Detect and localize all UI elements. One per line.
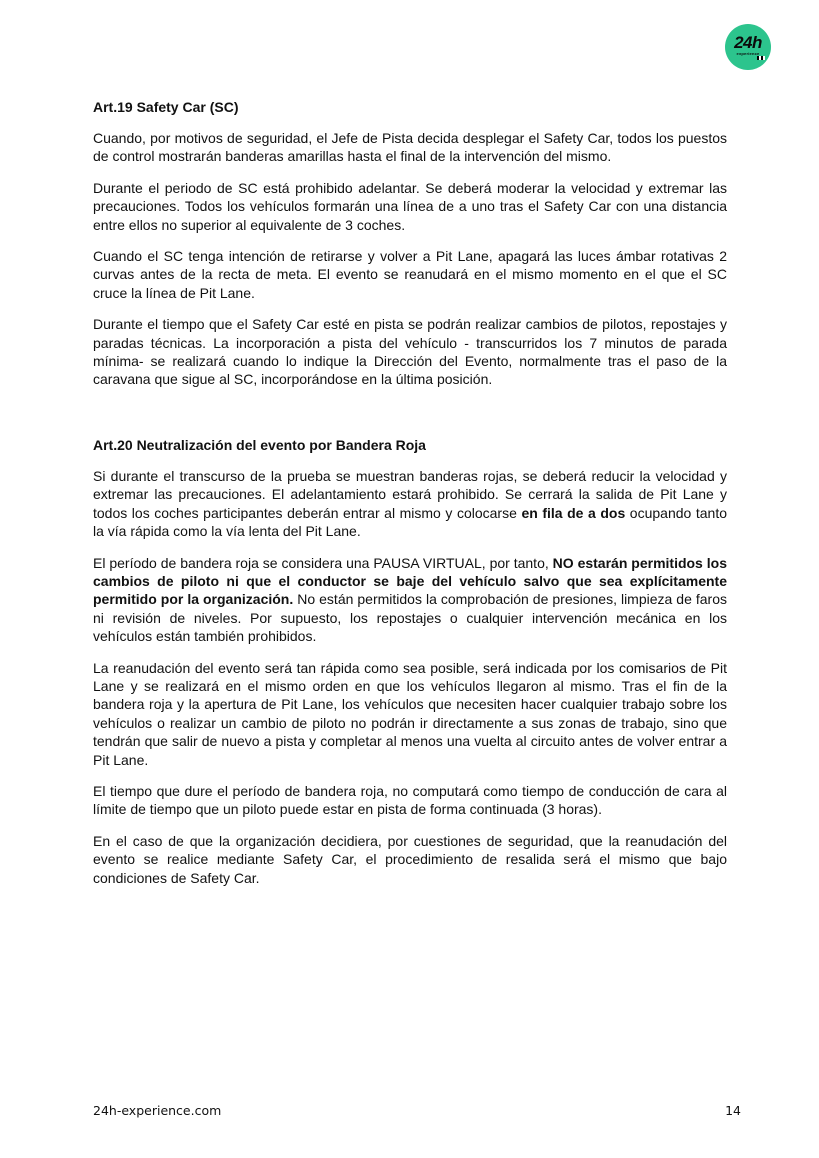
text-run: La reanudación del evento será tan rápida como sea posible, será indicada por los comisarios de Pit Lane y se realizará en el mismo orden en que los vehículos llegaron al mismo. Tras el fin de la bandera roja y la apertura de Pit Lane, los vehículos que necesiten hacer cualquier trabajo sobre los vehículos o realizar un cambio de piloto no podrán ir directamente a sus zonas de trabajo, sino que tendrán que salir de nuevo a pista y completar al menos una vuelta al circuito antes de volver entrar a Pit Lane. <box>93 659 727 768</box>
text-run: Cuando el SC tenga intención de retirarse y volver a Pit Lane, apagará las luces ámbar rotativas 2 curvas antes de la recta de meta. El evento se reanudará en el mismo momento en el que el SC cruce la línea de Pit Lane. <box>93 248 727 301</box>
paragraph <box>93 782 727 819</box>
paragraph <box>93 247 727 302</box>
footer-site: 24h-experience.com <box>93 1103 222 1118</box>
bold-text-run: en fila de a dos <box>521 504 626 521</box>
logo-text: 24h <box>734 33 762 52</box>
text-run: No están permitidos la comprobación de presiones, limpieza de faros ni revisión de niveles. Por supuesto, los repostajes o cualquier intervención mecánica en los vehículos están también prohibidos. <box>93 591 727 645</box>
paragraph <box>93 129 727 166</box>
text-run: ocupando tanto la vía rápida como la vía lenta del Pit Lane. <box>93 504 728 540</box>
paragraph <box>93 315 727 389</box>
bold-text-run: NO estarán permitidos los cambios de piloto ni que el conductor se baje del vehículo salvo que sea explícitamente permitido por la organización. <box>93 554 727 608</box>
section-heading: Art.20 Neutralización del evento por Bandera Roja <box>93 436 426 453</box>
checkered-flag-icon <box>757 56 765 60</box>
paragraph <box>93 554 727 646</box>
paragraph <box>93 179 727 234</box>
paragraph <box>93 467 727 541</box>
text-run: Cuando, por motivos de seguridad, el Jefe de Pista decida desplegar el Safety Car, todos los puestos de control mostrarán banderas amarillas hasta el final de la intervención del mismo. <box>93 130 727 165</box>
text-run: Durante el periodo de SC está prohibido adelantar. Se deberá moderar la velocidad y extremar las precauciones. Todos los vehículos formarán una línea de a uno tras el Safety Car con una distancia entre ellos no superior al equivalente de 3 coches. <box>93 179 727 233</box>
text-run: Durante el tiempo que el Safety Car esté en pista se podrán realizar cambios de pilotos, repostajes y paradas técnicas. La incorporación a pista del vehículo - transcurridos los 7 minutos de parada mínima- se realizará cuando lo indique la Dirección del Evento, normalmente tras el paso de la caravana que sigue al SC, incorporándose en la última posición. <box>93 316 727 388</box>
text-run: Si durante el transcurso de la prueba se muestran banderas rojas, se deberá reducir la velocidad y extremar las precauciones. El adelantamiento estará prohibido. Se cerrará la salida de Pit Lane y todos los coches participantes deberán entrar al mismo y colocarse <box>93 467 727 521</box>
document-body <box>93 98 727 900</box>
paragraph <box>93 659 727 769</box>
text-run: El tiempo que dure el período de bandera roja, no computará como tiempo de conducción de cara al límite de tiempo que un piloto puede estar en pista de forma continuada (3 horas). <box>93 782 727 818</box>
section-heading: Art.19 Safety Car (SC) <box>93 99 239 115</box>
page-number: 14 <box>725 1103 741 1118</box>
paragraph <box>93 832 727 887</box>
section-spacer <box>93 402 727 436</box>
text-run: El período de bandera roja se considera una PAUSA VIRTUAL, por tanto, <box>93 554 553 571</box>
logo-subtext: experience <box>736 51 760 56</box>
text-run: En el caso de que la organización decidiera, por cuestiones de seguridad, que la reanudación del evento se realice mediante Safety Car, el procedimiento de resalida será el mismo que bajo condiciones de Safety Car. <box>93 832 727 886</box>
brand-logo <box>725 24 771 70</box>
